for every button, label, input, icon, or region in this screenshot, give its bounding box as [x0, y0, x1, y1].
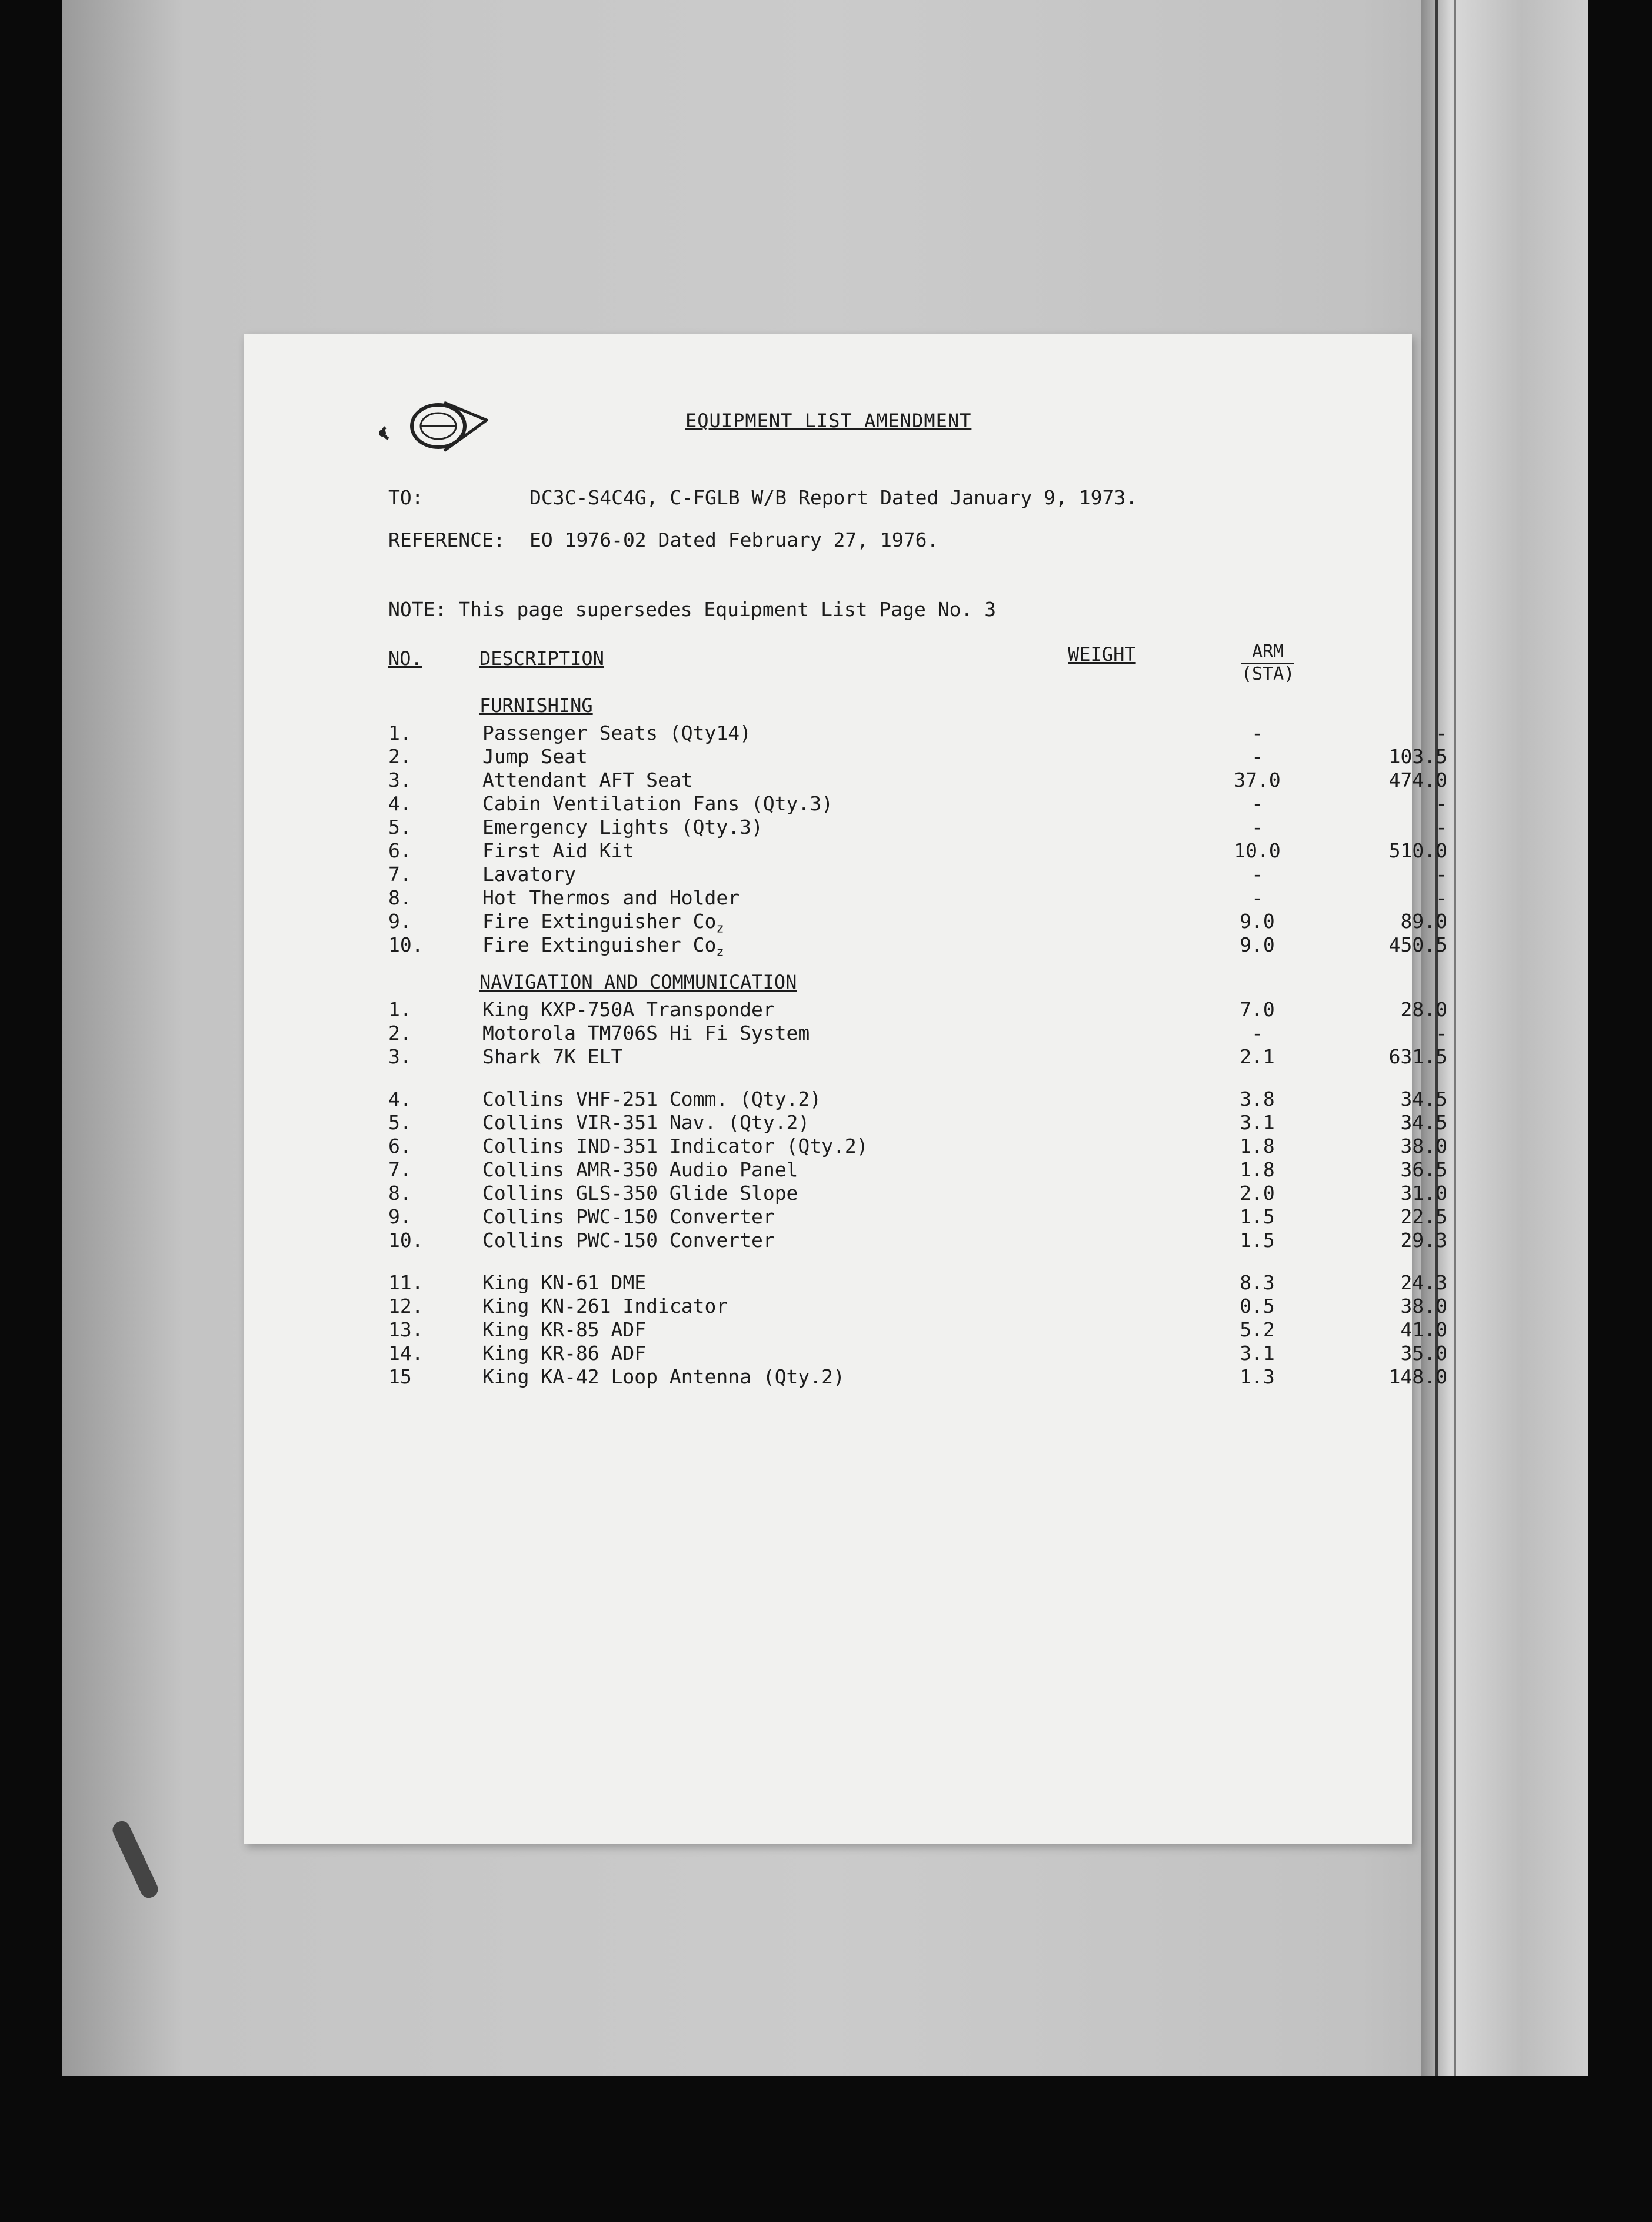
item-arm: 22.5: [1400, 1205, 1447, 1228]
column-header-arm: [1241, 641, 1294, 685]
item-weight: 5.2: [1240, 1318, 1275, 1341]
item-arm: 148.0: [1388, 1365, 1447, 1388]
item-number: 4.: [388, 1087, 412, 1110]
item-weight: -: [1251, 745, 1263, 768]
item-number: 3.: [388, 1045, 412, 1068]
item-number: 15: [388, 1365, 412, 1388]
item-arm: 28.0: [1400, 998, 1447, 1021]
item-arm: 24.3: [1400, 1271, 1447, 1294]
item-number: 8.: [388, 1182, 412, 1205]
section-heading-navcom: NAVIGATION AND COMMUNICATION: [479, 971, 797, 993]
item-description: King KXP-750A Transponder: [482, 998, 775, 1021]
item-weight: 1.5: [1240, 1229, 1275, 1252]
item-weight: 3.1: [1240, 1342, 1275, 1365]
column-header-weight: WEIGHT: [1068, 643, 1136, 666]
item-description: King KR-85 ADF: [482, 1318, 647, 1341]
item-arm: 31.0: [1400, 1182, 1447, 1205]
item-description: Lavatory: [482, 863, 576, 886]
item-weight: -: [1251, 886, 1263, 909]
item-number: 10.: [388, 1229, 424, 1252]
item-number: 10.: [388, 933, 424, 956]
item-description: Fire Extinguisher $Co_z$: [482, 910, 724, 936]
item-weight: 1.3: [1240, 1365, 1275, 1388]
item-description: King KN-61 DME: [482, 1271, 647, 1294]
item-arm: 474.0: [1388, 769, 1447, 791]
item-arm: -: [1435, 863, 1447, 886]
column-header-no: NO.: [388, 647, 422, 670]
item-arm: 34.5: [1400, 1087, 1447, 1110]
item-subscript: z: [716, 921, 724, 936]
document-title: EQUIPMENT LIST AMENDMENT: [685, 410, 972, 432]
item-arm: -: [1435, 1022, 1447, 1045]
item-arm: -: [1435, 721, 1447, 744]
item-number: 6.: [388, 1135, 412, 1157]
item-number: 13.: [388, 1318, 424, 1341]
item-arm: 34.5: [1400, 1111, 1447, 1134]
item-weight: 10.0: [1234, 839, 1281, 862]
item-weight: -: [1251, 792, 1263, 815]
item-number: 5.: [388, 816, 412, 839]
item-arm: 510.0: [1388, 839, 1447, 862]
item-description: Fire Extinguisher $Co_z$: [482, 933, 724, 960]
item-number: 11.: [388, 1271, 424, 1294]
item-weight: 7.0: [1240, 998, 1275, 1021]
item-description: Collins PWC-150 Converter: [482, 1229, 775, 1252]
item-arm: -: [1435, 816, 1447, 839]
spine-inner-line: [1454, 0, 1456, 2076]
item-description: Collins VHF-251 Comm. (Qty.2): [482, 1087, 822, 1110]
item-arm: 41.0: [1400, 1318, 1447, 1341]
item-number: 6.: [388, 839, 412, 862]
to-label: TO:: [388, 486, 424, 509]
item-arm: 38.0: [1400, 1295, 1447, 1318]
item-weight: 3.1: [1240, 1111, 1275, 1134]
item-description: First Aid Kit: [482, 839, 635, 862]
item-arm: 89.0: [1400, 910, 1447, 933]
item-number: 4.: [388, 792, 412, 815]
item-description: Collins AMR-350 Audio Panel: [482, 1158, 798, 1181]
arm-header-top: ARM: [1241, 641, 1294, 664]
item-description: Hot Thermos and Holder: [482, 886, 740, 909]
item-arm: 450.5: [1388, 933, 1447, 956]
item-weight: 2.0: [1240, 1182, 1275, 1205]
item-description: Collins GLS-350 Glide Slope: [482, 1182, 798, 1205]
section-heading-furnishing: FURNISHING: [479, 694, 593, 717]
item-weight: 2.1: [1240, 1045, 1275, 1068]
item-number: 9.: [388, 910, 412, 933]
item-description: Jump Seat: [482, 745, 588, 768]
item-weight: -: [1251, 816, 1263, 839]
document-page: [244, 334, 1447, 1844]
item-arm: 36.5: [1400, 1158, 1447, 1181]
item-number: 8.: [388, 886, 412, 909]
item-number: 7.: [388, 863, 412, 886]
item-description: Attendant AFT Seat: [482, 769, 693, 791]
reference-label: REFERENCE:: [388, 528, 505, 551]
item-weight: -: [1251, 863, 1263, 886]
item-number: 7.: [388, 1158, 412, 1181]
item-arm: 29.3: [1400, 1229, 1447, 1252]
item-weight: 9.0: [1240, 933, 1275, 956]
item-description: Motorola TM706S Hi Fi System: [482, 1022, 810, 1045]
item-description: King KR-86 ADF: [482, 1342, 647, 1365]
item-description: King KA-42 Loop Antenna (Qty.2): [482, 1365, 845, 1388]
item-description: Cabin Ventilation Fans (Qty.3): [482, 792, 834, 815]
item-number: 3.: [388, 769, 412, 791]
item-arm: 103.5: [1388, 745, 1447, 768]
item-number: 12.: [388, 1295, 424, 1318]
item-number: 1.: [388, 998, 412, 1021]
item-description: Collins IND-351 Indicator (Qty.2): [482, 1135, 868, 1157]
item-weight: 0.5: [1240, 1295, 1275, 1318]
item-arm: 35.0: [1400, 1342, 1447, 1365]
arm-header-bottom: (STA): [1241, 664, 1295, 684]
reference-value: EO 1976-02 Dated February 27, 1976.: [529, 528, 939, 551]
item-description: Passenger Seats (Qty14): [482, 721, 751, 744]
item-weight: 37.0: [1234, 769, 1281, 791]
to-value: DC3C-S4C4G, C-FGLB W/B Report Dated January 9, 1973.: [529, 486, 1138, 509]
supersede-note: NOTE: This page supersedes Equipment List Page No. 3: [388, 598, 997, 621]
item-weight: -: [1251, 1022, 1263, 1045]
item-arm: -: [1435, 792, 1447, 815]
column-header-description: DESCRIPTION: [479, 647, 604, 670]
item-weight: 1.5: [1240, 1205, 1275, 1228]
item-description: Shark 7K ELT: [482, 1045, 623, 1068]
item-weight: -: [1251, 721, 1263, 744]
item-weight: 3.8: [1240, 1087, 1275, 1110]
item-weight: 1.8: [1240, 1135, 1275, 1157]
item-arm: 631.5: [1388, 1045, 1447, 1068]
item-number: 2.: [388, 1022, 412, 1045]
item-number: 1.: [388, 721, 412, 744]
item-number: 14.: [388, 1342, 424, 1365]
item-description: Collins PWC-150 Converter: [482, 1205, 775, 1228]
item-arm: 38.0: [1400, 1135, 1447, 1157]
item-weight: 9.0: [1240, 910, 1275, 933]
item-weight: 1.8: [1240, 1158, 1275, 1181]
item-description: King KN-261 Indicator: [482, 1295, 728, 1318]
item-number: 2.: [388, 745, 412, 768]
item-description: Collins VIR-351 Nav. (Qty.2): [482, 1111, 810, 1134]
item-subscript: z: [716, 944, 724, 960]
item-description: Emergency Lights (Qty.3): [482, 816, 763, 839]
item-weight: 8.3: [1240, 1271, 1275, 1294]
item-number: 9.: [388, 1205, 412, 1228]
item-number: 5.: [388, 1111, 412, 1134]
item-arm: -: [1435, 886, 1447, 909]
company-logo-icon: [362, 392, 488, 463]
